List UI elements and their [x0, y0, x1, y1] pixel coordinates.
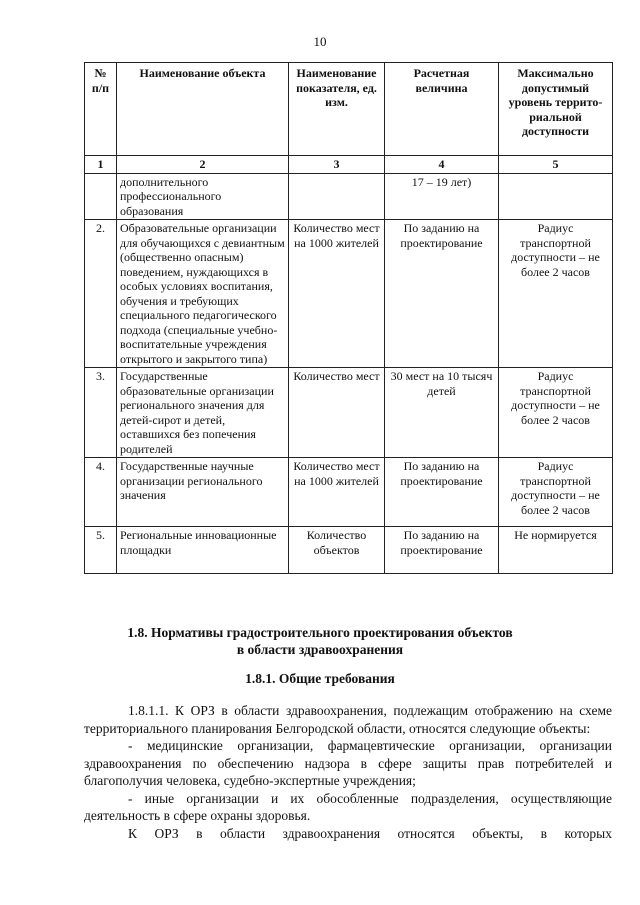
section-title-line2: в области здравоохранения: [236, 642, 404, 657]
column-number-row: [85, 156, 613, 174]
row-object: дополнительного профессионального образования: [117, 173, 289, 220]
bullet-item: - медицинские организации, фармацевтические организации, организации здравоохранения по обеспечению надзора в сфере защиты прав потребителей и благополучия человека, судебно-экспертные учреждения;: [84, 738, 612, 788]
row-object: Региональные инновационные площадки: [117, 527, 289, 574]
row-number: 2.: [85, 220, 117, 368]
row-access: Не нормируется: [499, 527, 613, 574]
row-number: 4.: [85, 458, 117, 527]
row-value: 30 мест на 10 тысяч детей: [385, 368, 499, 458]
row-value: По заданию на проектирование: [385, 220, 499, 368]
column-number: 1: [85, 156, 117, 174]
row-object: Государственные образовательные организации регионального значения для детей-сирот и детей, оставшихся без попечения родителей: [117, 368, 289, 458]
section-subtitle: 1.8.1. Общие требования: [245, 671, 395, 686]
row-value: По заданию на проектирование: [385, 527, 499, 574]
header-number: № п/п: [85, 63, 117, 156]
row-value: 17 – 19 лет): [385, 173, 499, 220]
norms-table: [84, 62, 613, 574]
row-indicator: Количество мест на 1000 жителей: [289, 220, 385, 368]
row-value: По заданию на проектирование: [385, 458, 499, 527]
column-number: 4: [385, 156, 499, 174]
row-indicator: [289, 173, 385, 220]
paragraph: К ОРЗ в области здравоохранения относятся объекты, в которых: [128, 825, 612, 841]
column-number: 2: [117, 156, 289, 174]
row-access: [499, 173, 613, 220]
row-number: 5.: [85, 527, 117, 574]
table-row: [85, 527, 613, 574]
row-number: 3.: [85, 368, 117, 458]
header-object: Наименование объекта: [117, 63, 289, 156]
page-number: 10: [313, 34, 327, 49]
table-row: [85, 220, 613, 368]
row-access: Радиус транспортной доступности – не более 2 часов: [499, 458, 613, 527]
header-indicator: Наименование показателя, ед. изм.: [289, 63, 385, 156]
column-number: 3: [289, 156, 385, 174]
body-text: [84, 702, 612, 842]
table-row: [85, 173, 613, 220]
section-title: 1.8. Нормативы градостроительного проектирования объектов: [127, 625, 513, 640]
bullet-item: - иные организации и их обособленные подразделения, осуществляющие деятельность в сфере охраны здоровья.: [84, 790, 612, 823]
row-object: Образовательные организации для обучающихся с девиантным (общественно опасным) поведением, нуждающихся в особых условиях воспитания, обучения и требующих специального педагогического подхода (специальные учебно-воспитательные учреждения открытого и закрытого типа): [117, 220, 289, 368]
header-value: Расчетная величина: [385, 63, 499, 156]
row-indicator: Количество мест: [289, 368, 385, 458]
row-indicator: Количество объектов: [289, 527, 385, 574]
table-row: [85, 368, 613, 458]
paragraph: 1.8.1.1. К ОРЗ в области здравоохранения, подлежащим отображению на схеме территориального планирования Белгородской области, относятся следующие объекты:: [84, 703, 612, 736]
table-row: [85, 458, 613, 527]
row-access: Радиус транспортной доступности – не более 2 часов: [499, 220, 613, 368]
row-indicator: Количество мест на 1000 жителей: [289, 458, 385, 527]
row-object: Государственные научные организации регионального значения: [117, 458, 289, 527]
header-access: Максимально допустимый уровень террито-риальной доступности: [499, 63, 613, 156]
table-header-row: [85, 63, 613, 156]
row-access: Радиус транспортной доступности – не более 2 часов: [499, 368, 613, 458]
column-number: 5: [499, 156, 613, 174]
row-number: [85, 173, 117, 220]
